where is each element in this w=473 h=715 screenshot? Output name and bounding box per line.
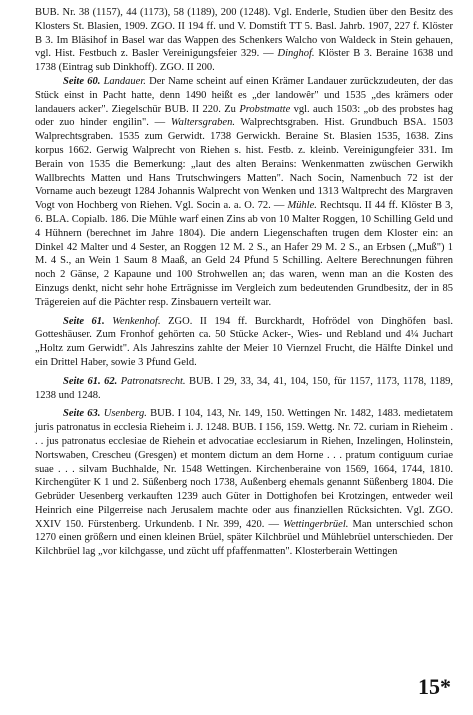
page-number: 15* — [418, 674, 451, 699]
text-run: BUB. I 104, 143, Nr. 149, 150. Wettingen Nr. 1482, 1483. medietatem juris patronatus in ecclesia Rieheim i. J. 1248. BUB. I 156, 159. Wettg. Nr. 72. curiam in Rieheim . . . jus patronatus ecclesiae de Riehein et advocatiae ecclesiarum in Riehen, Inzelingen, Holinstein, Nortswaben, Crescheu (Gresgen) et montem dictum an dem Horne . . . pratum contiguum curiae suae . . . silvam Buchhalde, Nr. 1548 Wettingen. Kirchenberaine von 1569, 1664, 1744, 1810. Kirchengüter K 1 und 2. Süßenberg noch 1738, Außenberg ehemals genannt Süßenberg 1804. Die Gebrüder Uesenberg verkauften 1239 auch Güter in Dottighofen bei Krotzingen, entweder weil Heinrich eine Pilgerreise nach Jerusalem machte oder aus finanziellen Rücksichten. Vgl. ZGO. XXIV 150. Fürstenberg. Urkundenb. I Nr. 399, 420. — — [35, 408, 453, 530]
text-run: Klöster B 3. Beraine 1638 und 1738 (Eintrag sub Dinkhoff). ZGO. II 200. — [35, 48, 453, 74]
text-run: Der Name scheint auf einen Krämer Landauer zurückzudeuten, der das Stück einst in Pacht hatte, denn 1490 heißt es „der landowêr" und 1535 „des krämers oder landauers acker". Ziegelschür BUB. II 220. Zu — [35, 75, 454, 115]
section-heading: Seite 61. 62. — [63, 375, 118, 387]
text-run: vgl. auch 1503: „ob des probstes hag oder zuo hinder engilin". — — [35, 103, 453, 129]
italic-term: Landauer. — [103, 75, 146, 87]
italic-term: Waltersgraben. — [170, 117, 235, 129]
text-run: ZGO. II 194 ff. Burckhardt, Hofrödel von Dinghöfen basl. Gotteshäuser. Zum Fronhof gehörten ca. 50 Stücke Acker-, Wies- und Rebland und 4¼ Juchart „Holtz zum Gerwidt". Als Jahreszins zahlte der Meier 10 Viernzel Frucht, die Hälfte Dinkel und ein Drittel Haber, sowie 3 Pfund Geld. — [35, 315, 454, 368]
text-run: BUB. Nr. 38 (1157), 44 (1173), 58 (1189), 200 (1248). Vgl. Enderle, Studien über den Besitz des Klosters St. Blasien, 1909. ZGO. II 194 ff. und V. Domstift TT 5. Basl. Jahrb. 1907, 227 f. Klöster B 3. Im Bläsihof in Basel war das Wappen des Schenkers Walcho von Waldeck in Stein gehauen, vgl. Hist. Festbuch z. Basler Vereinigungsfeier 329. — — [35, 7, 453, 60]
paragraph-seite-60 — [35, 75, 453, 310]
section-heading: Seite 61. — [63, 315, 105, 327]
paragraph-bub-references — [35, 6, 453, 75]
italic-term: Patronatsrecht. — [120, 375, 186, 387]
paragraph-seite-61 — [35, 315, 453, 370]
italic-term: Mühle. — [287, 200, 317, 212]
italic-term: Usenberg. — [103, 408, 147, 420]
text-run: BUB. I 29, 33, 34, 41, 104, 150, für 1157, 1173, 1178, 1189, 1238 und 1248. — [35, 375, 453, 401]
section-heading: Seite 63. — [63, 408, 101, 420]
section-heading: Seite 60. — [63, 75, 101, 87]
italic-term: Wettingerbrüel. — [283, 518, 349, 530]
italic-term: Dinghof. — [277, 48, 315, 60]
text-run: Man unterschied schon 1270 einen größern und einen kleinen Brüel, später Kilchbrüel und Mühlebrüel unterschieden. Der Kilchbrüel lag „vor kilchgasse, und zücht uff pfaffenmatten". Klosterberain Wettingen — [35, 518, 453, 558]
text-run: Walprechtsgraben. Hist. Grundbuch BSA. 1503 Walprechtsgraben. 1535 zum Gerwidt. 1738 Gerwickh. Beraine St. Blasien 1535, 1638. Zins korpus 1662. Gerwig Walprecht von Riehen s. hist. Festb. z. kleinb. Vereinigungfeier 331. Im Berain von 1535 die Bemerkung: „laut des alten Berains: Wenkenmatten zwüschen Gerwikh Wallbrechts Matten und Hans Trutschwingers Matten". Nach Socin, Namenbuch 72 ist der Vorname auch bezeugt 1284 Johannis Walprecht von Wenken und 1313 Waltprecht des Margraven Vogt von Hochberg von Riehen. Vgl. Socin a. a. O. 72. — — [35, 117, 453, 212]
italic-term: Wenkenhof. — [112, 315, 161, 327]
text-run: Rechtsqu. II 44 ff. Klöster B 3, 6. BLA. Copialb. 186. Die Mühle warf einen Zins ab von 10 Malter Roggen, 10 Schilling Geld und 4 Hühnern (berechnet im Jahre 1804). Die andern Liegenschaften trugen dem Kloster ein: an Dinkel 42 Malter und 4 Sester, an Roggen 12 M. 2 S., an Hafer 29 M. 2 S., an Erbsen („Muß") 1 M. 4 S., an Wein 1 Saum 8 Maaß, an Geld 24 Pfund 5 Schilling. Aeltere Berechnungen führen noch 2 Gänse, 2 Kapaune und 100 Strohwellen an; das waren, wenn man an die Kosten des Einzugs denkt, nicht sehr hohe Erträgnisse im Vergleich zum bedeutenden Grundbesitz, der in 85 Trägereien auf die Pächter resp. Zinsbauern verteilt war. — [35, 200, 454, 308]
paragraph-seite-63 — [35, 407, 453, 559]
italic-term: Probstmatte — [239, 103, 291, 115]
paragraph-seite-61-62 — [35, 375, 453, 403]
document-page — [35, 6, 453, 559]
